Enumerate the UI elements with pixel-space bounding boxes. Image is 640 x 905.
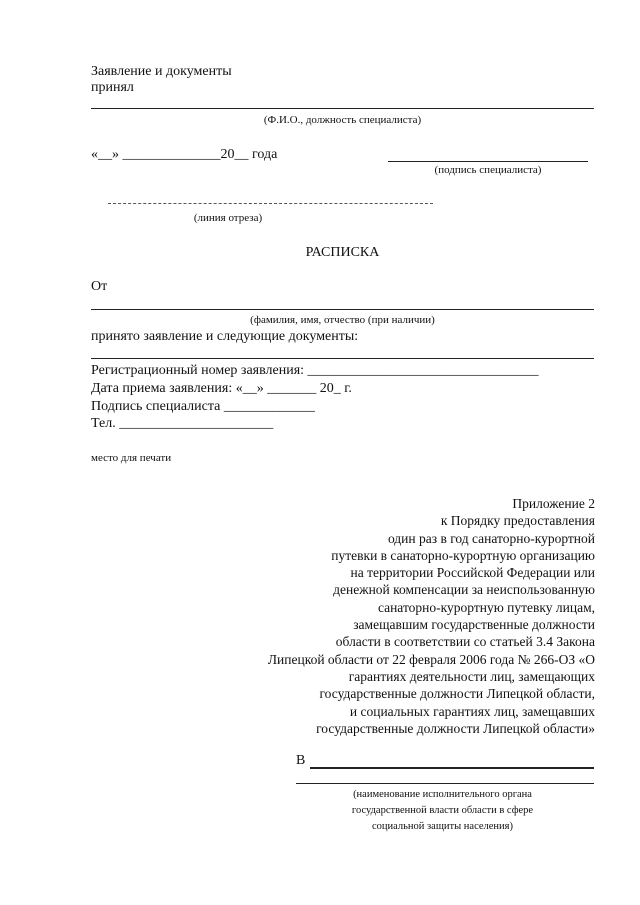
signature-line[interactable] [388, 161, 588, 162]
appendix-line: государственные должности Липецкой области» [316, 720, 595, 736]
applicant-name-line[interactable] [91, 309, 594, 310]
appendix-block [240, 495, 595, 737]
addressee-caption [290, 787, 595, 835]
receipt-date: Дата приема заявления: «__» _______ 20_ г. [91, 381, 352, 396]
accepted-label: принял [91, 80, 134, 95]
stamp-place: место для печати [91, 452, 172, 464]
documents-line[interactable] [91, 358, 594, 359]
appendix-line: один раз в год санаторно-курортной [387, 530, 595, 546]
appendix-line: замещавшим государственные должности [353, 617, 595, 633]
addressee-caption-line: социальной защиты населения) [371, 821, 514, 832]
appendix-line: денежной компенсации за неиспользованную [333, 582, 595, 598]
appendix-line: путевки в санаторно-курортную организацию [331, 547, 595, 563]
applicant-name-caption: (фамилия, имя, отчество (при наличии) [250, 314, 435, 326]
specialist-name-line[interactable] [91, 108, 594, 109]
appendix-line: к Порядку предоставления [440, 513, 595, 529]
received-by-label: Заявление и документы [91, 64, 232, 79]
cut-line [108, 203, 433, 204]
addressee-caption-line: государственной власти области в сфере [351, 805, 534, 816]
signature-caption: (подпись специалиста) [434, 164, 542, 176]
from-label: От [91, 279, 108, 294]
receipt-title: РАСПИСКА [305, 245, 380, 260]
addressee-line-1[interactable] [310, 767, 594, 769]
specialist-caption: (Ф.И.О., должность специалиста) [263, 114, 422, 126]
appendix-line: гарантиях деятельности лиц, замещающих [348, 668, 595, 684]
appendix-line: на территории Российской Федерации или [350, 565, 595, 581]
phone-line: Тел. ______________________ [91, 416, 274, 431]
specialist-signature: Подпись специалиста _____________ [91, 399, 315, 414]
appendix-line: и социальных гарантиях лиц, замещавших [349, 703, 595, 719]
appendix-line: государственные должности Липецкой области, [319, 686, 595, 702]
appendix-line: санаторно-курортную путевку лицам, [377, 599, 595, 615]
accepted-documents-label: принято заявление и следующие документы: [91, 329, 359, 344]
appendix-line: Приложение 2 [512, 496, 595, 511]
addressee-line-2[interactable] [296, 783, 594, 784]
appendix-line: области в соответствии со статьей 3.4 Закона [335, 634, 595, 650]
registration-number: Регистрационный номер заявления: _________________________________ [91, 363, 539, 378]
addressee-caption-line: (наименование исполнительного органа [353, 789, 532, 800]
date-line: «__» ______________20__ года [91, 147, 278, 162]
cut-line-caption: (линия отреза) [193, 212, 263, 224]
addressee-prefix: В [296, 753, 306, 768]
appendix-line: Липецкой области от 22 февраля 2006 года № 266-ОЗ «О [267, 651, 595, 667]
